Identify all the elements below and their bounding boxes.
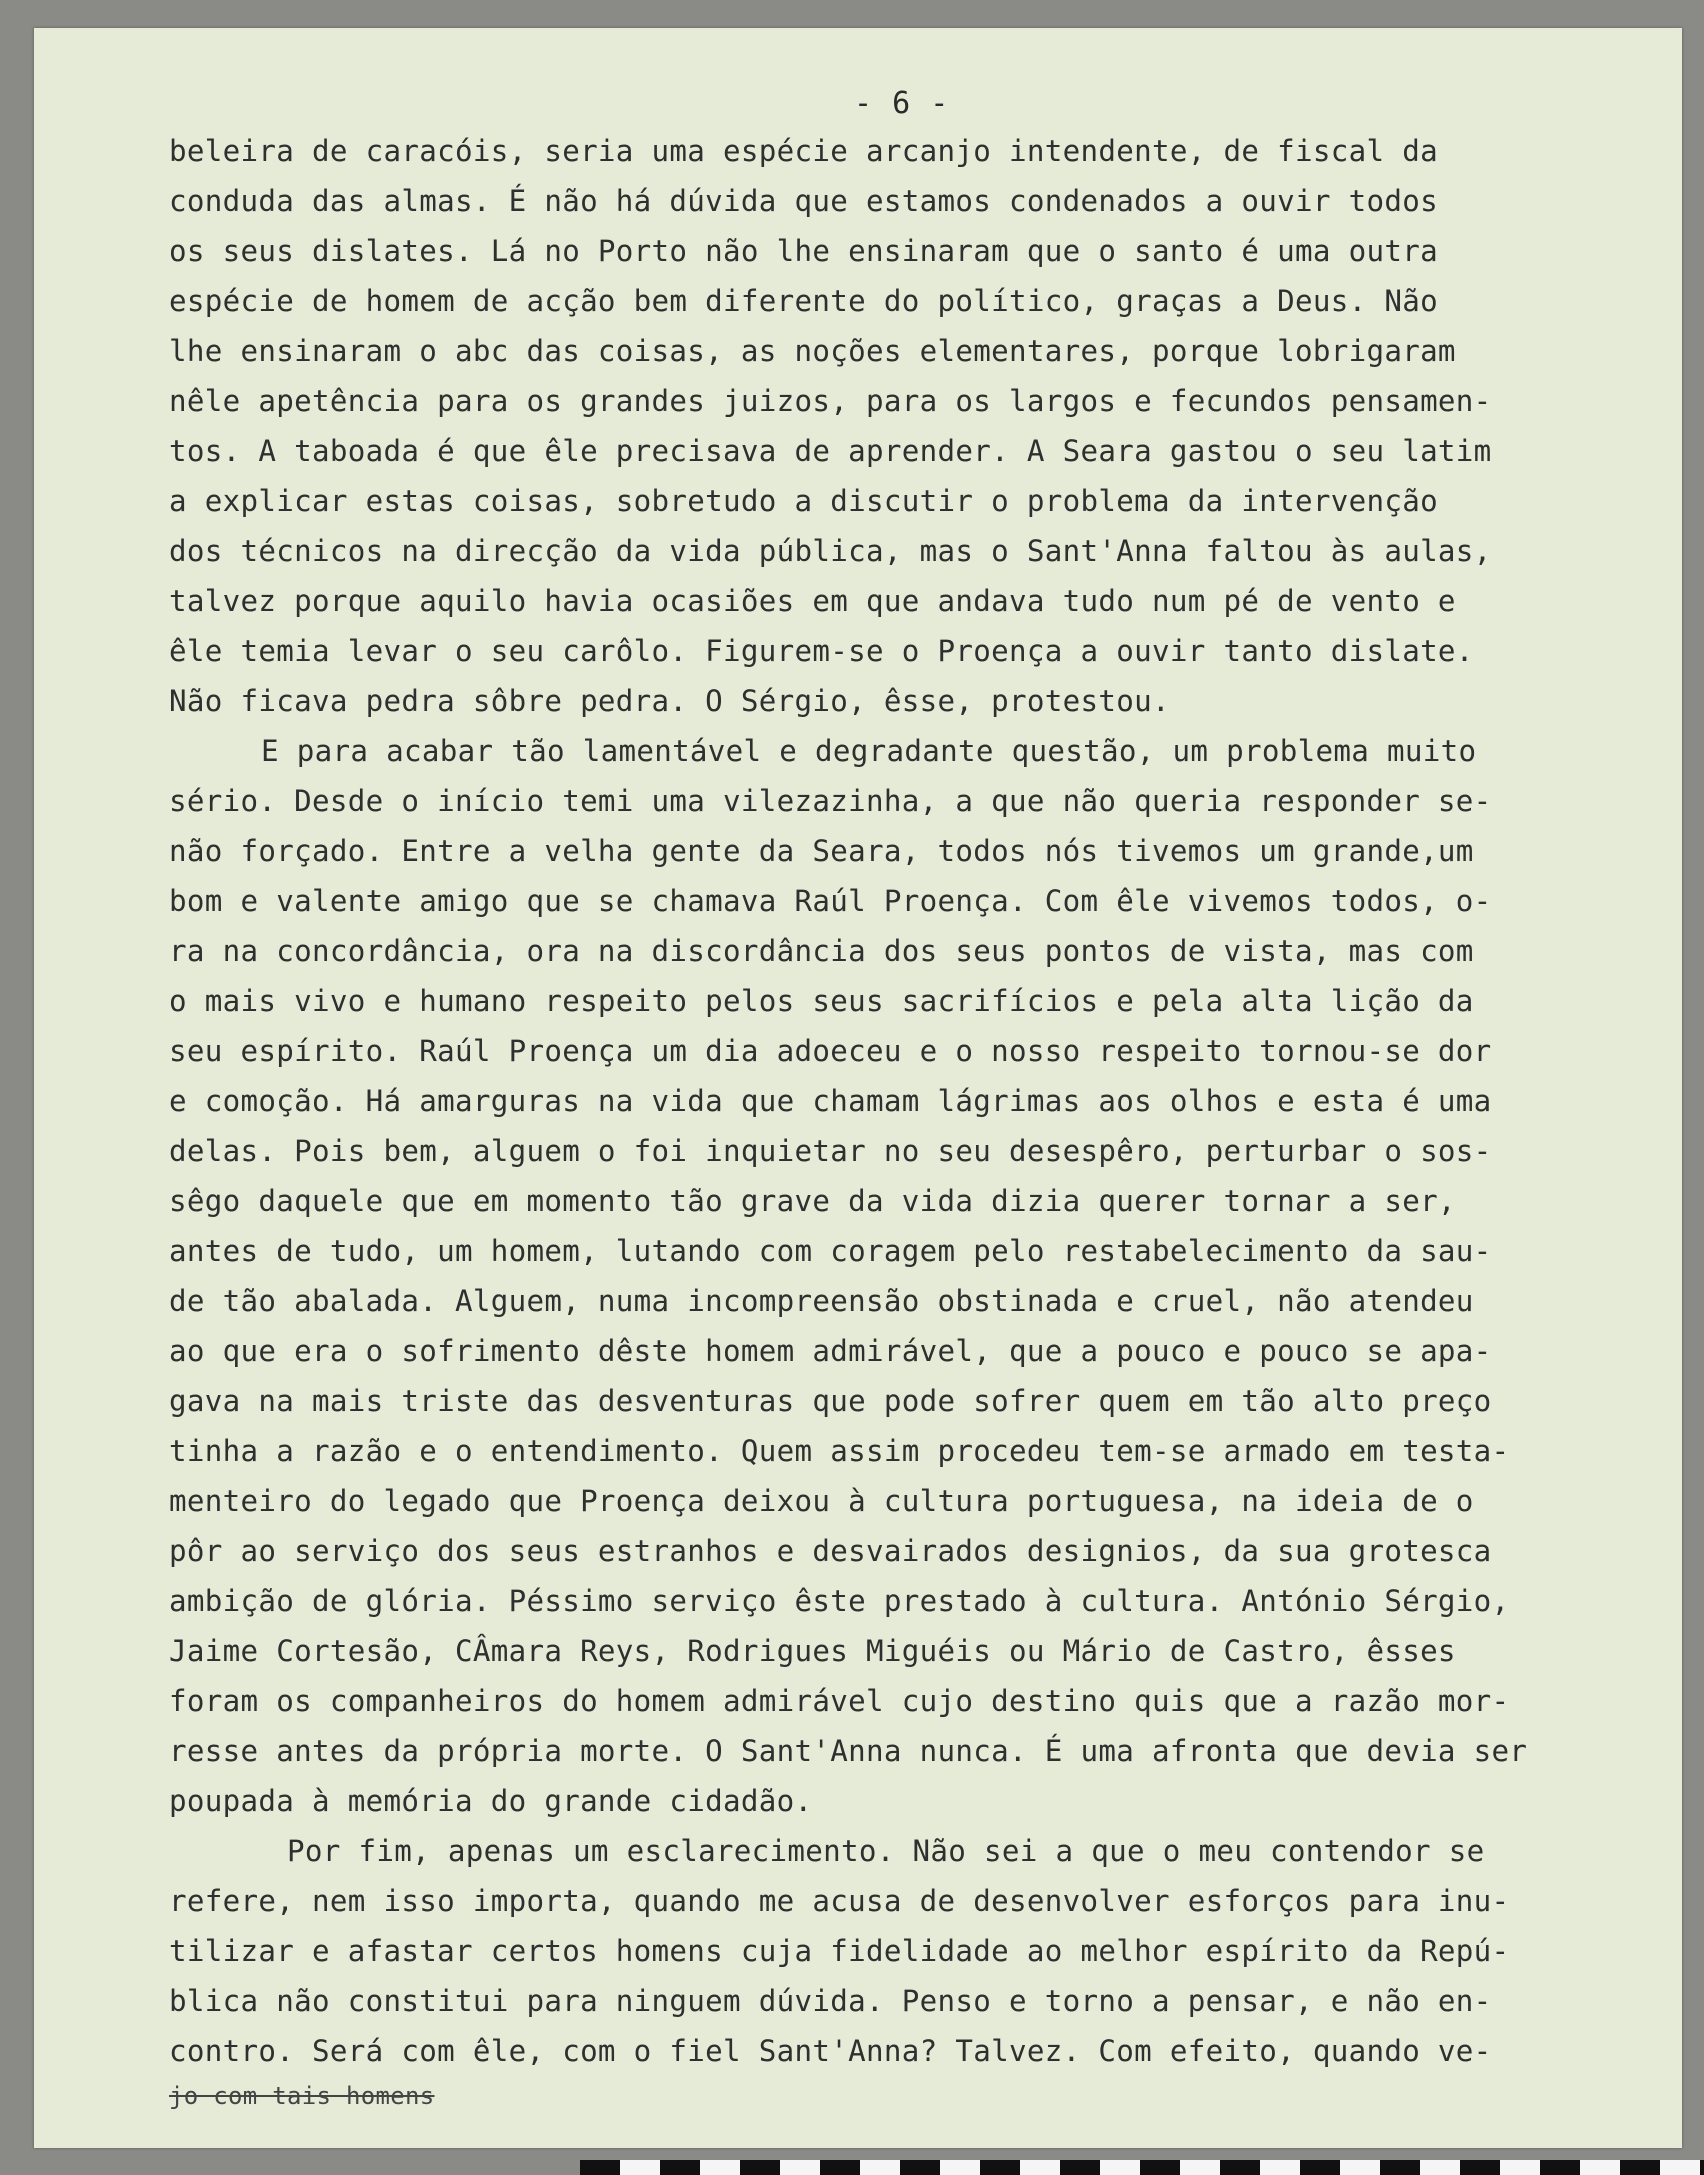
- text-line: tos. A taboada é que êle precisava de aprender. A Seara gastou o seu latim: [169, 434, 1492, 468]
- scale-ruler: [580, 2160, 1704, 2175]
- text-line: conduda das almas. É não há dúvida que estamos condenados a ouvir todos: [169, 184, 1438, 218]
- text-line: gava na mais triste das desventuras que pode sofrer quem em tão alto preço: [169, 1384, 1492, 1418]
- text-line: dos técnicos na direcção da vida pública, mas o Sant'Anna faltou às aulas,: [169, 534, 1492, 568]
- text-line: Por fim, apenas um esclarecimento. Não sei a que o meu contendor se: [287, 1834, 1485, 1868]
- text-line: E para acabar tão lamentável e degradante questão, um problema muito: [261, 734, 1477, 768]
- text-line: êle temia levar o seu carôlo. Figurem-se o Proença a ouvir tanto dislate.: [169, 634, 1474, 668]
- page-number: - 6 -: [854, 86, 950, 121]
- text-line: espécie de homem de acção bem diferente do político, graças a Deus. Não: [169, 284, 1438, 318]
- document-page: [34, 28, 1682, 2148]
- text-line: menteiro do legado que Proença deixou à cultura portuguesa, na ideia de o: [169, 1484, 1474, 1518]
- text-line: não forçado. Entre a velha gente da Seara, todos nós tivemos um grande,um: [169, 834, 1474, 868]
- text-line: blica não constitui para ninguem dúvida. Penso e torno a pensar, e não en-: [169, 1984, 1492, 2018]
- text-line: nêle apetência para os grandes juizos, para os largos e fecundos pensamen-: [169, 384, 1492, 418]
- text-line: talvez porque aquilo havia ocasiões em que andava tudo num pé de vento e: [169, 584, 1456, 618]
- text-line: ao que era o sofrimento dêste homem admirável, que a pouco e pouco se apa-: [169, 1334, 1492, 1368]
- text-line: sêgo daquele que em momento tão grave da vida dizia querer tornar a ser,: [169, 1184, 1456, 1218]
- text-line: a explicar estas coisas, sobretudo a discutir o problema da intervenção: [169, 484, 1438, 518]
- text-line: tinha a razão e o entendimento. Quem assim procedeu tem-se armado em testa-: [169, 1434, 1510, 1468]
- text-line: Jaime Cortesão, CÂmara Reys, Rodrigues Miguéis ou Mário de Castro, êsses: [169, 1634, 1456, 1668]
- text-line: sério. Desde o início temi uma vilezazinha, a que não queria responder se-: [169, 784, 1492, 818]
- text-line: delas. Pois bem, alguem o foi inquietar no seu desespêro, perturbar o sos-: [169, 1134, 1492, 1168]
- text-line: os seus dislates. Lá no Porto não lhe ensinaram que o santo é uma outra: [169, 234, 1438, 268]
- text-line: beleira de caracóis, seria uma espécie arcanjo intendente, de fiscal da: [169, 134, 1438, 168]
- text-line: Não ficava pedra sôbre pedra. O Sérgio, êsse, protestou.: [169, 684, 1170, 718]
- text-line: seu espírito. Raúl Proença um dia adoeceu e o nosso respeito tornou-se dor: [169, 1034, 1492, 1068]
- text-line: tilizar e afastar certos homens cuja fidelidade ao melhor espírito da Repú-: [169, 1934, 1510, 1968]
- text-line: contro. Será com êle, com o fiel Sant'Anna? Talvez. Com efeito, quando ve-: [169, 2034, 1492, 2068]
- text-line: ambição de glória. Péssimo serviço êste prestado à cultura. António Sérgio,: [169, 1584, 1510, 1618]
- text-line: pôr ao serviço dos seus estranhos e desvairados designios, da sua grotesca: [169, 1534, 1492, 1568]
- text-line: bom e valente amigo que se chamava Raúl Proença. Com êle vivemos todos, o-: [169, 884, 1492, 918]
- typewritten-text: [169, 126, 1669, 2116]
- text-line: e comoção. Há amarguras na vida que chamam lágrimas aos olhos e esta é uma: [169, 1084, 1492, 1118]
- text-line: resse antes da própria morte. O Sant'Anna nunca. É uma afronta que devia ser: [169, 1734, 1528, 1768]
- text-line: antes de tudo, um homem, lutando com coragem pelo restabelecimento da sau-: [169, 1234, 1492, 1268]
- text-line: de tão abalada. Alguem, numa incompreensão obstinada e cruel, não atendeu: [169, 1284, 1474, 1318]
- text-line: jo com tais homens: [169, 2082, 435, 2110]
- text-line: o mais vivo e humano respeito pelos seus sacrifícios e pela alta lição da: [169, 984, 1474, 1018]
- text-line: foram os companheiros do homem admirável cujo destino quis que a razão mor-: [169, 1684, 1510, 1718]
- text-line: lhe ensinaram o abc das coisas, as noções elementares, porque lobrigaram: [169, 334, 1456, 368]
- text-line: poupada à memória do grande cidadão.: [169, 1784, 813, 1818]
- text-line: ra na concordância, ora na discordância dos seus pontos de vista, mas com: [169, 934, 1474, 968]
- text-line: refere, nem isso importa, quando me acusa de desenvolver esforços para inu-: [169, 1884, 1510, 1918]
